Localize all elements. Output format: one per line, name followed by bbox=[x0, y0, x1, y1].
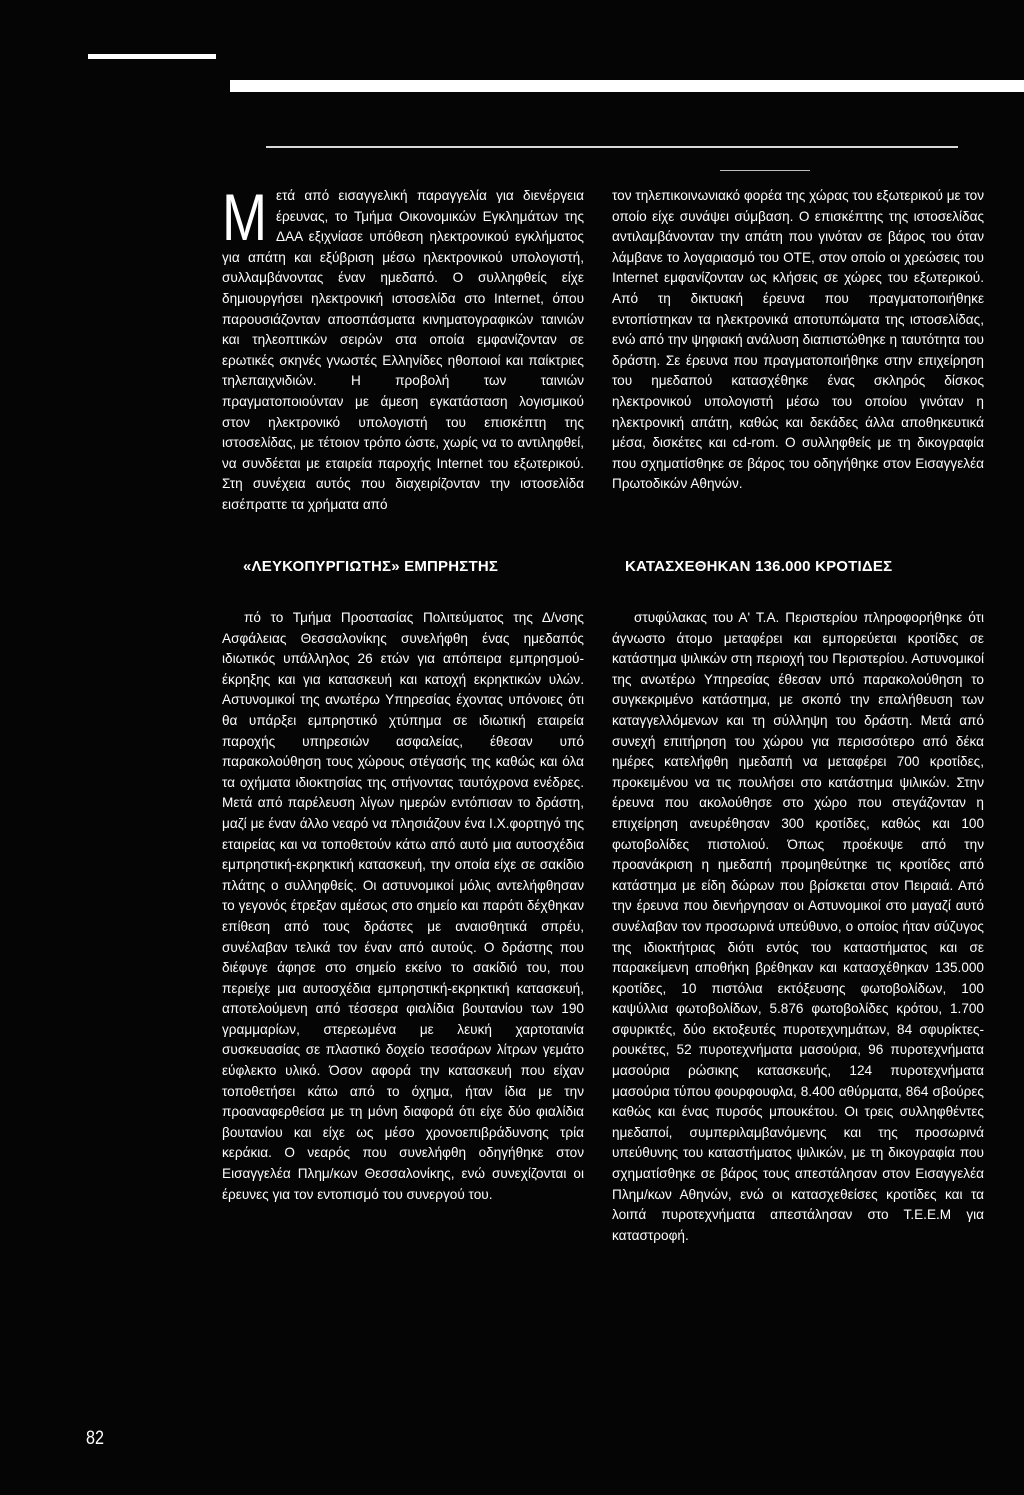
article2-heading: «ΛΕΥΚΟΠΥΡΓΙΩΤΗΣ» ΕΜΠΡΗΣΤΗΣ bbox=[243, 558, 499, 575]
header-rule-short bbox=[88, 54, 216, 59]
section-divider bbox=[266, 146, 958, 148]
article3-column bbox=[612, 608, 984, 1246]
section-divider-small bbox=[720, 170, 810, 171]
article1-text-right: τον τηλεπικοινωνιακό φορέα της χώρας του εξωτερικού με τον οποίο είχε συνάψει σύμβαση. Ο επισκέπτης της ιστοσελίδας αντιλαμβάνονταν την απάτη που γινόταν σε βάρος του όταν λάμβανε το λογαριασμό του ΟΤΕ, στον οποίο οι χρεώσεις του Internet εμφανίζονταν ως κλήσεις σε χώρες του εξωτερικού. Από τη δικτυακή έρευνα που πραγματοποιήθηκε εντοπίστηκαν τα ηλεκτρονικά αποτυπώματα της ιστοσελίδας, ενώ από την ψηφιακή ανάλυση διαπιστώθηκε η ταυτότητα του δράστη. Σε έρευνα που πραγματοποιήθηκε στην επιχείρηση του ημεδαπού κατασχέθηκε ένας σκληρός δίσκος ηλεκτρονικού υπολογιστή μέσω του οποίου γινόταν η ηλεκτρονική απάτη, καθώς και δεκάδες άλλα αποθηκευτικά μέσα, δισκέτες και cd-rom. Ο συλληφθείς με τη δικογραφία που σχηματίσθηκε σε βάρος του οδηγήθηκε στον Εισαγγελέα Πρωτοδικών Αθηνών. bbox=[612, 188, 984, 492]
article3-text: στυφύλακας του Α' Τ.Α. Περιστερίου πληροφορήθηκε ότι άγνωστο άτομο μεταφέρει και εμπορεύεται κροτίδες σε κατάστημα ψιλικών στη περιοχή του Περιστερίου. Αστυνομικοί της ανωτέρω Υπηρεσίας έθεσαν υπό παρακολούθηση το συγκεκριμένο κατάστημα, με σκοπό την επαλήθευση των καταγγελλόμενων και τη σύλληψη του δράστη. Μετά από συνεχή επιτήρηση του χώρου για περισσότερο από δέκα ημέρες κατελήφθη ημεδαπή να μεταφέρει 700 κροτίδες, προκειμένου να τις πουλήσει στο κατάστημα ψιλικών. Στην έρευνα που ακολούθησε στο χώρο που στεγάζονταν η επιχείρηση ανευρέθησαν 300 κροτίδες, καθώς και 100 φωτοβολίδες πιστολιού. Όπως προέκυψε από την προανάκριση η ημεδαπή προμηθεύτηκε τις κροτίδες από κατάστημα με είδη δώρων που βρίσκεται στον Πειραιά. Από την έρευνα που διενήργησαν οι Αστυνομικοί στο μαγαζί αυτό συνέλαβαν τον προσωρινά υπεύθυνο, ο οποίος ήταν σύζυγος της ιδιοκτήτριας διότι εντός του καταστήματος και σε παρακείμενη αποθήκη βρέθηκαν και κατασχέθηκαν 135.000 κροτίδες, 10 πιστόλια εκτόξευσης φωτοβολίδων, 100 καψύλλια φωτοβολίδων, 5.876 φωτοβολίδες κρότου, 1.700 σφυρικτές, δύο εκτοξευτές πυροτεχνημάτων, 84 σφυρίκτες-ρουκέτες, 52 πυροτεχνήματα μασούρια, 96 πυροτεχνήματα μασούρια ρώσικης κατασκευής, 124 πυροτεχνήματα μασούρια τύπου φουρφουφλα, 8.400 αθύρματα, 864 σβούρες καθώς και ένας πυρσός μπουκέτου. Οι τρεις συλληφθέντες ημεδαποί, συμπεριλαμβανόμενης και της προσωρινά υπεύθυνης του καταστήματος ψιλικών, με τη δικογραφία που σχηματίσθηκε σε βάρος τους απεστάλησαν στον Εισαγγελέα Πλημ/κων Αθηνών, ενώ οι κατασχεθείσες κροτίδες και τα λοιπά πυροτεχνήματα απεστάλησαν στο Τ.Ε.Ε.Μ για καταστροφή. bbox=[612, 610, 984, 1243]
article1-text-left: ετά από εισαγγελική παραγγελία για διενέργεια έρευνας, το Τμήμα Οικονομικών Εγκλημάτων της ΔΑΑ εξιχνίασε υπόθεση ηλεκτρονικού εγκλήματος για απάτη και εξύβριση μέσω ηλεκτρονικού υπολογιστή, συλλαμβάνοντας έναν ημεδαπό. Ο συλληφθείς είχε δημιουργήσει ηλεκτρονική ιστοσελίδα στο Internet, όπου παρουσιάζονταν αποσπάσματα κινηματογραφικών ταινιών και τηλεοπτικών σειρών στα οποία εμφανίζονταν σε ερωτικές σκηνές γνωστές Ελληνίδες ηθοποιοί και παίκτριες τηλεπαιχνιδιών. Η προβολή των ταινιών πραγματοποιούνταν με άμεση εγκατάσταση λογισμικού στον ηλεκτρονικό υπολογιστή του επισκέπτη της ιστοσελίδας, με τέτοιον τρόπο ώστε, χωρίς να το αντιληφθεί, να συνδέεται με εταιρεία παροχής Internet του εξωτερικού. Στη συνέχεια αυτός που διαχειρίζονταν την ιστοσελίδα εισέπραττε τα χρήματα από bbox=[222, 188, 584, 512]
dropcap: Μ bbox=[222, 180, 268, 254]
article2-text: πό το Τμήμα Προστασίας Πολιτεύματος της Δ/νσης Ασφάλειας Θεσσαλονίκης συνελήφθη ένας ημεδαπός ιδιωτικός υπάλληλος 26 ετών για απόπειρα εμπρησμού-έκρηξης και για κατασκευή και κατοχή εκρηκτικών υλών. Αστυνομικοί της ανωτέρω Υπηρεσίας έχοντας υπόνοιες ότι θα υπάρξει εμπρηστικό χτύπημα σε ιδιωτική εταιρεία παροχής υπηρεσιών ασφαλείας, έθεσαν υπό παρακολούθηση τους χώρους στέγασής της καθώς και όλα τα οχήματα ιδιοκτησίας της στήνοντας ταυτόχρονα ενέδρες. Μετά από παρέλευση λίγων ημερών εντόπισαν το δράστη, μαζί με έναν άλλο νεαρό να πλησιάζουν ένα Ι.Χ.φορτηγό της εταιρείας και να τοποθετούν κάτω από αυτό μια αυτοσχέδια εμπρηστική-εκρηκτική κατασκευή, την οποία είχε σε σακίδιο πλάτης ο συλληφθείς. Οι αστυνομικοί μόλις αντελήφθησαν το γεγονός έτρεξαν αμέσως στο σημείο και παρότι δέχθηκαν επίθεση από τους δράστες με αναισθητικά σπρέυ, συνέλαβαν τελικά τον έναν από αυτούς. Ο δράστης που διέφυγε άφησε στο σημείο εκείνο το σακίδιό του, που περιείχε μια αυτοσχέδια εμπρηστική-εκρηκτική κατασκευή, αποτελούμενη από τέσσερα φιαλίδια βουτανίου των 190 γραμμαρίων, στερεωμένα με λευκή χαρτοταινία συσκευασίας σε πλαστικό δοχείο τεσσάρων λίτρων γεμάτο εύφλεκτο υλικό. Όσον αφορά την κατασκευή που είχαν τοποθετήσει κάτω από το όχημα, ήταν ίδια με την προαναφερθείσα με τη μόνη διαφορά ότι είχε δύο φιαλίδια βουτανίου και είχε ως μέσο χρονοεπιβράδυνσης τρία κεράκια. Ο νεαρός που συνελήφθη οδηγήθηκε στον Εισαγγελέα Πλημ/κων Θεσσαλονίκης, ενώ συνεχίζονται οι έρευνες για τον εντοπισμό του συνεργού του. bbox=[222, 610, 584, 1202]
article3-heading: ΚΑΤΑΣΧΕΘΗΚΑΝ 136.000 ΚΡΟΤΙΔΕΣ bbox=[625, 558, 893, 575]
article1-column-left bbox=[222, 180, 584, 516]
article2-column bbox=[222, 608, 584, 1205]
header-rule-long bbox=[230, 80, 1024, 92]
page-number: 82 bbox=[86, 1428, 104, 1449]
article1-column-right bbox=[612, 186, 984, 495]
